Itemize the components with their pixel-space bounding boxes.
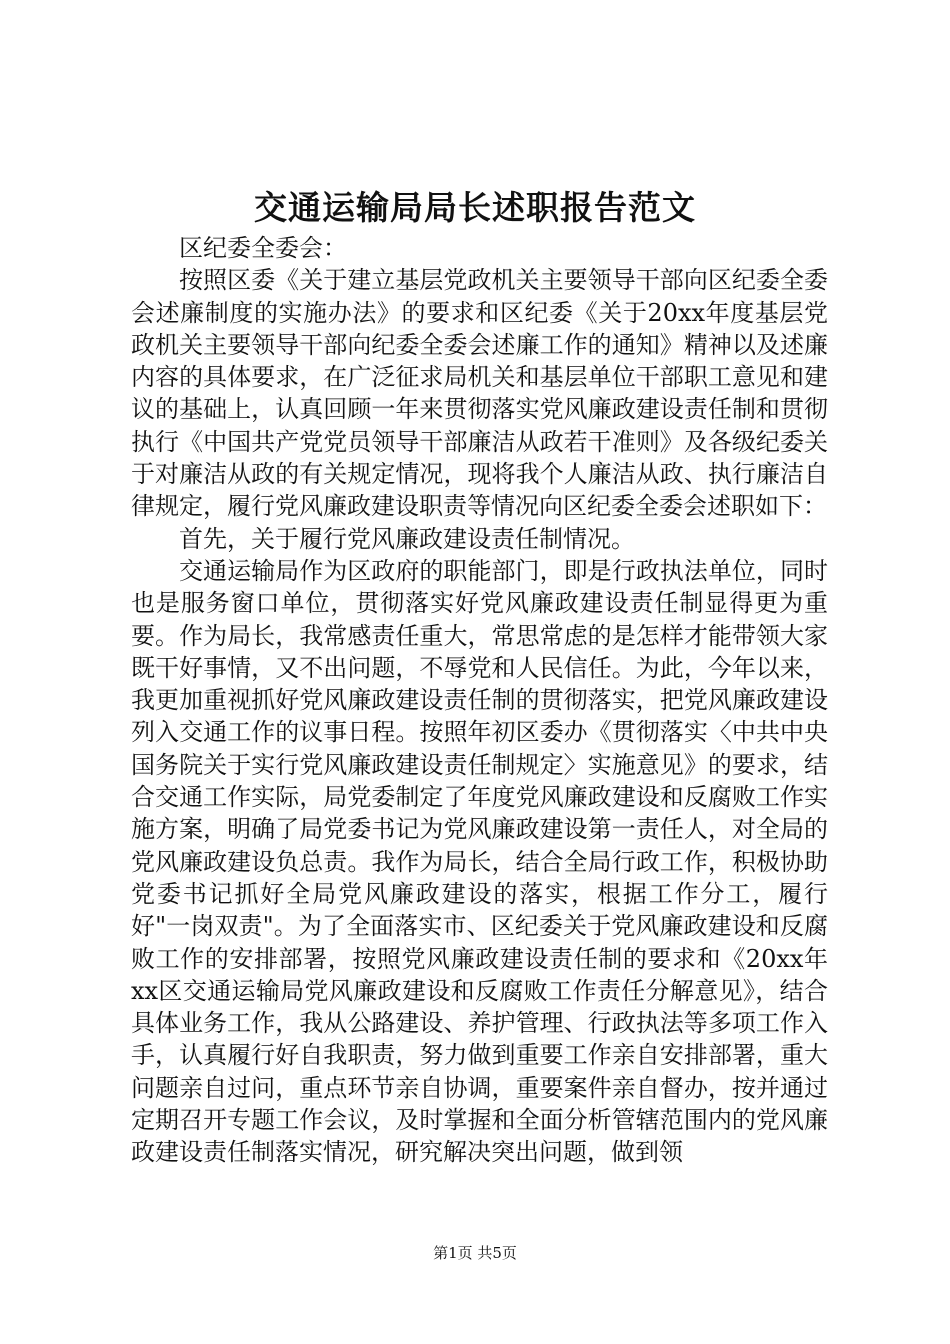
document-body [131,232,828,1169]
section-heading-paragraph: 首先，关于履行党风廉政建设责任制情况。 [179,524,635,553]
document-title: 交通运输局局长述职报告范文 [254,188,696,227]
body-paragraph: 交通运输局作为区政府的职能部门，即是行政执法单位，同时也是服务窗口单位，贯彻落实好党风廉政建设责任制显得更为重要。作为局长，我常感责任重大，常思常虑的是怎样才能带领大家既干好事情，又不出问题，不辱党和人民信任。为此，今年以来，我更加重视抓好党风廉政建设责任制的贯彻落实，把党风廉政建设列入交通工作的议事日程。按照年初区委办《贯彻落实〈中共中央国务院关于实行党风廉政建设责任制规定〉实施意见》的要求，结合交通工作实际，局党委制定了年度党风廉政建设和反腐败工作实施方案，明确了局党委书记为党风廉政建设第一责任人，对全局的党风廉政建设负总责。我作为局长，结合全局行政工作，积极协助党委书记抓好全局党风廉政建设的落实，根据工作分工，履行好"一岗双责"。为了全面落实市、区纪委关于党风廉政建设和反腐败工作的安排部署，按照党风廉政建设责任制的要求和《20xx年xx区交通运输局党风廉政建设和反腐败工作责任分解意见》，结合具体业务工作，我从公路建设、养护管理、行政执法等多项工作入手，认真履行好自我职责，努力做到重要工作亲自安排部署，重大问题亲自过问，重点环节亲自协调，重要案件亲自督办，按并通过定期召开专题工作会议，及时掌握和全面分析管辖范围内的党风廉政建设责任制落实情况，研究解决突出问题，做到领 [131,556,828,1167]
page-number-footer: 第1页 共5页 [433,1244,517,1262]
intro-paragraph: 按照区委《关于建立基层党政机关主要领导干部向区纪委全委会述廉制度的实施办法》的要求和区纪委《关于20xx年度基层党政机关主要领导干部向纪委全委会述廉工作的通知》精神以及述廉内容的具体要求，在广泛征求局机关和基层单位干部职工意见和建议的基础上，认真回顾一年来贯彻落实党风廉政建设责任制和贯彻执行《中国共产党党员领导干部廉洁从政若干准则》及各级纪委关于对廉洁从政的有关规定情况，现将我个人廉洁从政、执行廉洁自律规定，履行党风廉政建设职责等情况向区纪委全委会述职如下： [131,266,828,521]
salutation-paragraph: 区纪委全委会： [179,234,347,262]
